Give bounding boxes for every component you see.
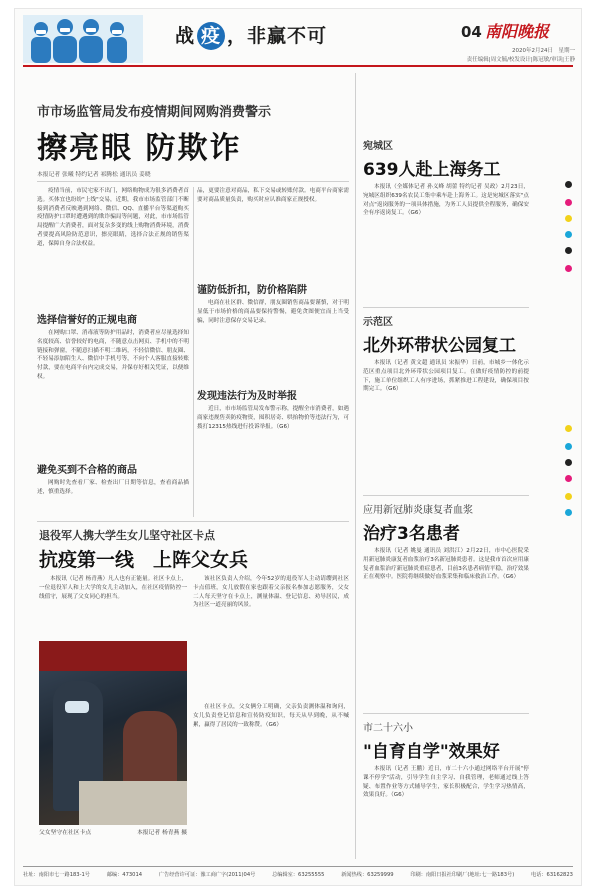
footer-phone: 电话：63162823	[530, 872, 573, 878]
main-para-1: 疫情当前，市民宅家不出门，网络购物成为很多消费者首选。买体宜也纷纷"上线"交易，近期，我市市场监管部门不断接到消费者反映遇到网络、微信、QQ、直播平台等渠道购买疫情防护口罩时遭遇到的欺诈骗局等问题，对此，市市场监管局提醒广大消费者，面对复杂多变的线上购物消费环境，消费者要提高风险防范意识，擦亮眼睛，选择合法正规的销售渠道，保障自身合法权益。	[37, 188, 189, 247]
editor-line: 责任编辑|周文毓/校发设计|陈冠敏/审读|王静	[466, 57, 575, 63]
story2-headline: 抗疫第一线 上阵父女兵	[39, 549, 249, 571]
story5-para: 本报讯（记者 姚曼 通讯员 刘洪江）2月22日，市中心医院采用新冠肺炎康复者血浆治疗3名新冠肺炎患者。这是我市首次应用康复者血浆治疗新冠肺炎重症患者，目前3名患者病情平稳，治疗效果正在观察中。医院将继续做好血浆采集和临床救治工作。（G6）	[363, 548, 529, 581]
story2-para-2: 在社区卡点，父女俩分工明确，父亲负责测体温和询问，女儿负责登记信息和宣传防疫知识，每天从早到晚，从不喊累，赢得了居民的一致称赞。（G6）	[193, 704, 349, 728]
page-number: 04	[461, 23, 482, 41]
registration-dot	[565, 475, 572, 482]
main-para-4: 电商在社区群、微信群，朋友圈销售商品要谨慎，对于明显低于市场价格的商品要保持警惕，避免贪图便宜而上当受骗，同时注意保存交易记录。	[197, 300, 349, 324]
main-byline: 本报记者 张曦 特约记者 祁腾松 通讯员 姜晓	[37, 172, 151, 178]
photo-desk	[79, 781, 187, 825]
story3-section: 宛城区	[363, 141, 393, 152]
registration-dot	[565, 231, 572, 238]
story6-para: 本报讯（记者 王鹏）近日，市二十六小通过网络平台开展"停课不停学"活动，引导学生自主学习、自我管理，老师通过线上答疑、布置作业等方式辅导学生，家长积极配合，学生学习热情高，效果良好。（G6）	[363, 766, 529, 799]
main-col2-para: 品，更要注意对商品，私下交易或转账付款。电商平台商家需要对商品质量负责，购买时应认准商家正规授权。	[197, 188, 349, 203]
registration-dot	[565, 247, 572, 254]
banner-title: 战 疫 ，非赢不可	[175, 21, 327, 48]
story5-headline: 治疗3名患者	[363, 524, 460, 544]
registration-dot	[565, 265, 572, 272]
story6-headline: "自育自学"效果好	[363, 742, 500, 762]
date-line: 2020年2月24日 星期一	[512, 48, 575, 54]
main-divider	[37, 181, 349, 182]
checkpoint-photo	[39, 641, 187, 825]
registration-dot	[565, 493, 572, 500]
footer-printer: 印刷：南阳日报社印刷厂(地址:七一路183号)	[410, 872, 515, 878]
registration-dot	[565, 459, 572, 466]
newspaper-page	[14, 8, 582, 886]
main-kicker: 市市场监管局发布疫情期间网购消费警示	[37, 105, 272, 120]
story2-para-1: 该社区负责人介绍，今年52岁的退役军人主动请缨到社区卡点值班，女儿放假在家也跟着父亲报名参加志愿服务，父女二人每天坚守在卡点上，测量体温、登记信息、劝导居民，成为社区一道亮丽的风景。	[193, 576, 349, 609]
story2-byline: 本报讯（记者 杨青燕）凡人也有正能量。社区卡点上，一位退役军人和上大学的女儿主动加入，在社区疫情防控一线值守，展现了父女同心的担当。	[39, 576, 187, 600]
page-header	[15, 9, 581, 69]
right-divider-2	[363, 495, 529, 496]
story2-kicker: 退役军人携大学生女儿坚守社区卡点	[39, 529, 215, 542]
main-para-2: 在网购口罩、消毒液等防护用品时，消费者应尽量选择知名度较高、信誉较好的电商，不随意点击网页、手机中的不明链接和弹窗，不随意扫描不明二维码，不轻信微信、朋友圈、不轻易添加陌生人、微信中手机号等，不向个人客服直接转账付款，要在电商平台内完成交易，并保存好相关凭证，以便维权。	[37, 330, 189, 380]
caption-credit: 本报记者 杨青燕 摄	[136, 830, 187, 836]
story4-section: 示范区	[363, 317, 393, 328]
main-para-3: 网购时先查看厂家、检查出厂日期等信息，查看商品描述，慎重选择。	[37, 480, 189, 495]
registration-dot	[565, 509, 572, 516]
story6-section: 市二十六小	[363, 723, 413, 734]
section-divider	[37, 521, 349, 522]
right-divider-3	[363, 713, 529, 714]
page-footer	[23, 871, 573, 878]
footer-license: 广告经营许可证：豫工商广字(2011)04号	[158, 872, 256, 878]
registration-dot	[565, 425, 572, 432]
main-sub-3: 谨防低折扣，防价格陷阱	[197, 285, 307, 296]
story5-kicker: 应用新冠肺炎康复者血浆	[363, 505, 473, 516]
main-para-5: 近日，市市场监管局发布警示称，提醒全市消费者，如遇商家违规售卖防疫物资，囤积居奇、哄抬物价等违法行为，可拨打12315热线进行投诉举报。（G6）	[197, 406, 349, 430]
footer-postcode: 邮编：473014	[106, 872, 143, 878]
registration-dot	[565, 215, 572, 222]
footer-address: 社址：南阳市七一路183-1号	[23, 872, 90, 878]
story3-para: 本报讯（全媒体记者 孙义峰 胡蕾 特约记者 吴政）2月23日，宛城区组织639名农民工集中乘车赴上海务工。这是宛城区落实"点对点"返岗服务的一项具体措施，为务工人员提供全程服务，确保安全有序返岗复工。（G6）	[363, 184, 529, 217]
right-divider-1	[363, 307, 529, 308]
footer-rule	[23, 866, 573, 867]
photo-mask	[65, 701, 89, 713]
registration-dot	[565, 199, 572, 206]
footer-hotline: 新闻热线：63259999	[341, 872, 394, 878]
photo-banner	[39, 641, 187, 671]
right-column-rule	[355, 73, 356, 859]
main-sub-2: 避免买到不合格的商品	[37, 465, 137, 476]
header-meta	[407, 47, 575, 65]
registration-dot	[565, 181, 572, 188]
caption-text: 父女坚守在社区卡点	[39, 830, 92, 836]
medical-staff-illustration	[23, 15, 143, 63]
footer-editorial-phone: 总编辑室：63255555	[272, 872, 325, 878]
story4-para: 本报讯（记者 黄文超 通讯员 宋振华）日前，市城乡一体化示范区重点项目北外环带状公园项目复工。在做好疫情防控的前提下，施工单位组织工人有序进场，抓紧推进工程建设，确保项目按期完工。（G6）	[363, 360, 529, 393]
column-rule	[193, 187, 194, 517]
story4-headline: 北外环带状公园复工	[363, 336, 516, 356]
header-rule	[23, 65, 573, 67]
newspaper-brand: 南阳晚报	[485, 22, 550, 41]
main-headline: 擦亮眼 防欺诈	[37, 131, 242, 166]
story3-headline: 639人赴上海务工	[363, 160, 501, 180]
main-sub-1: 选择信誉好的正规电商	[37, 315, 137, 326]
photo-caption	[39, 827, 187, 836]
main-sub-4: 发现违法行为及时举报	[197, 391, 297, 402]
registration-dot	[565, 443, 572, 450]
